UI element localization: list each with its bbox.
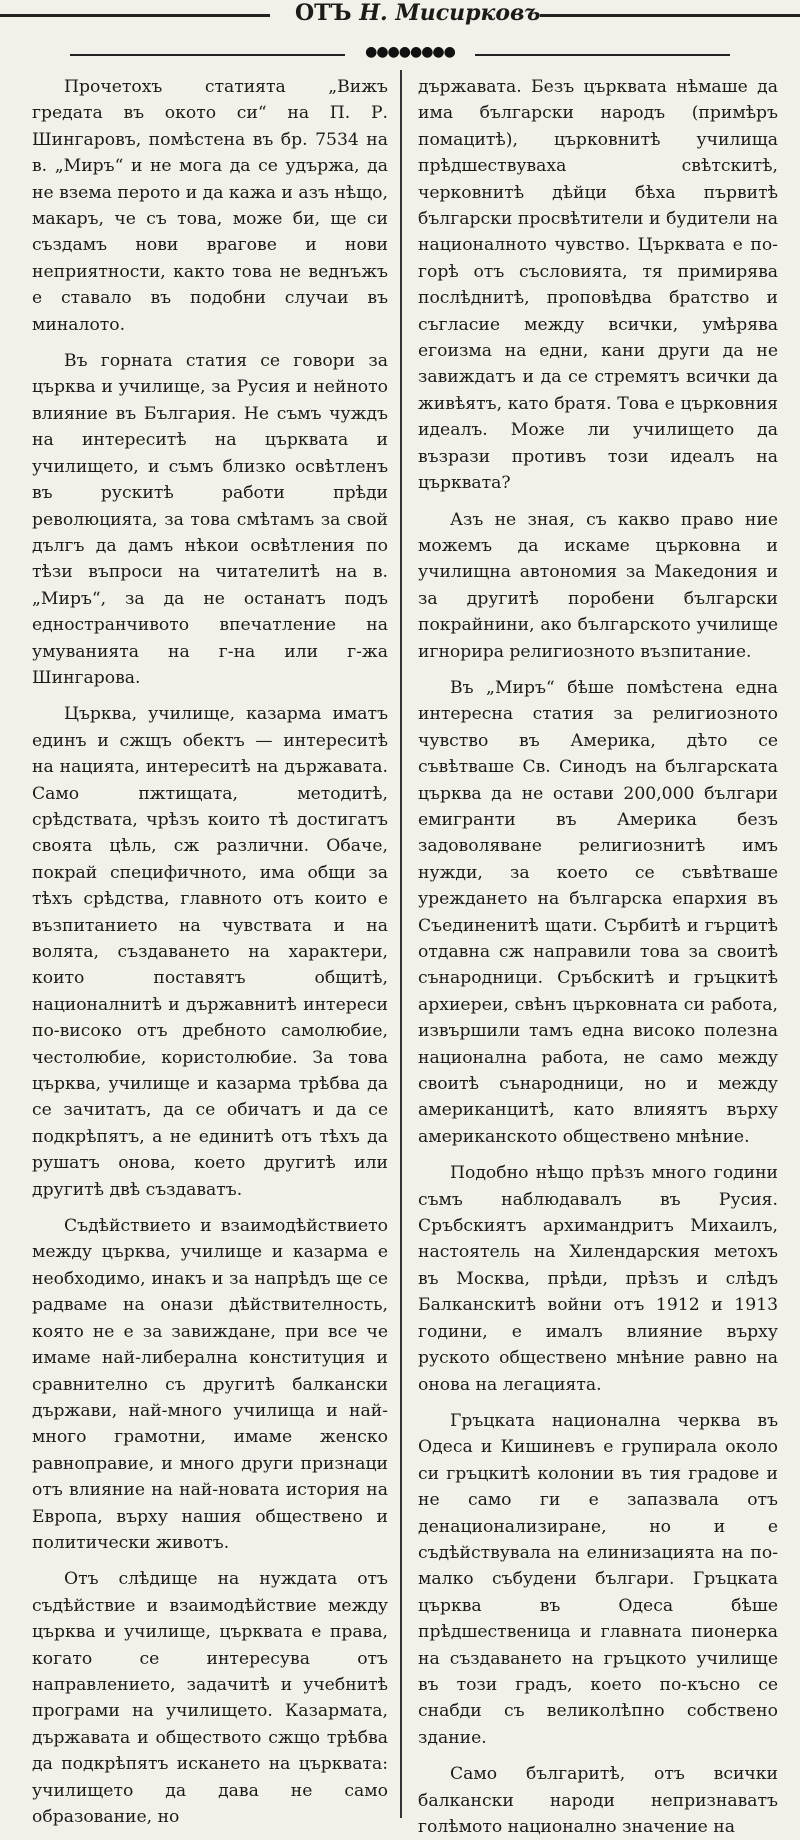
- paragraph: Въ „Миръ“ бѣше помѣстена една интересна статия за религиозното чувство въ Америка, дѣто се съвѣтваше Св. Синодъ на българската църква да не остави 200,000 българи емигранти въ Америка безъ задоволяване религиознитѣ имъ нужди, за което се съвѣтваше уреждането на българска епархия въ Съединенитѣ щати. Сърбитѣ и гърцитѣ отдавна сж направили това за своитѣ сънародници. Сръбскитѣ и гръцкитѣ архиереи, свѣнъ църковната си работа, извършили тамъ една високо полезна национална работа, не само между своитѣ сънародници, но и между американцитѣ, като влияятъ върху американското обществено мнѣние.: [418, 677, 778, 1147]
- paragraph: Азъ не зная, съ какво право ние можемъ да искаме църковна и училищна автономия за Македония и за другитѣ поробени български покрайнини, ако българското училище игнорира религиозното възпитание.: [418, 509, 778, 662]
- text-column-left: [32, 74, 388, 1827]
- header-rule-right: [540, 14, 800, 17]
- ornament-divider: ●●●●●●●●: [365, 44, 455, 60]
- byline-prefix: ОТЪ: [295, 0, 352, 26]
- paragraph: Само българитѣ, отъ всички балкански народи непризнаватъ голѣмото национално значение на: [418, 1764, 778, 1837]
- paragraph: Прочетохъ статията „Вижъ гредата въ окото си“ на П. Р. Шингаровъ, помѣстена въ бр. 7534 на в. „Миръ“ и не мога да се удържа, да не взема перото и да кажа и азъ нѣщо, макаръ, че съ това, може би, ще си създамъ нови врагове и нови неприятности, както това не веднъжъ е ставало въ подобни случаи въ миналото.: [32, 77, 388, 335]
- paragraph: Въ горната статия се говори за църква и училище, за Русия и нейното влияние въ България. Не съмъ чуждъ на интереситѣ на църквата и училището, и съмъ близко освѣтленъ въ рускитѣ работи прѣди революцията, за това смѣтамъ за свой дългъ да дамъ нѣкои освѣтления по тѣзи въпроси на читателитѣ на в. „Миръ“, за да не останатъ подъ едностранчивото впечатление на умуванията на г-на или г-жа Шингарова.: [32, 351, 388, 688]
- column-divider: [400, 70, 402, 1818]
- byline: [295, 0, 545, 30]
- paragraph: Гръцката национална черква въ Одеса и Кишиневъ е групирала около си гръцкитѣ колонии въ тия градове и не само ги е запазвала отъ денационализиране, но и е съдѣйствувала на елинизацията на по-малко събудени българи. Гръцката църква въ Одеса бѣше прѣдшественица и главната пионерка на създаването на гръцкото училище въ този градъ, което по-късно се снабди съ великолѣпно собствено здание.: [418, 1410, 778, 1748]
- ornament-rule-left: [70, 54, 345, 56]
- header-rule-left: [0, 14, 270, 17]
- author-name: Н. Мисирковъ: [359, 0, 541, 26]
- paragraph: Църква, училище, казарма иматъ единъ и сжщъ обектъ — интереситѣ на нацията, интереситѣ на държавата. Само пжтищата, методитѣ, срѣдствата, чрѣзъ които тѣ достигатъ своята цѣль, сж различни. Обаче, покрай специфичното, има общи за тѣхъ срѣдства, главното отъ които е възпитанието на чувствата и на волята, създаването на характери, които поставятъ общитѣ, националнитѣ и държавнитѣ интереси по-високо отъ дребното самолюбие, честолюбие, користолюбие. За това църква, училище и казарма трѣбва да се зачитатъ, да се обичатъ и да се подкрѣпятъ, а не единитѣ отъ тѣхъ да рушатъ онова, което другитѣ или другитѣ двѣ създаватъ.: [32, 704, 388, 1200]
- paragraph: Съдѣйствието и взаимодѣйствието между църква, училище и казарма е необходимо, инакъ и за напрѣдъ ще се радваме на онази дѣйствителность, която не е за завиждане, при все че имаме най-либерална конституция и сравнително съ другитѣ балкански държави, най-много училища и най-много грамотни, имаме женско равноправие, и много други признаци отъ влияние на най-новата история на Европа, върху нашия обществено и политически животъ.: [32, 1216, 388, 1553]
- text-column-right: [418, 74, 778, 1837]
- ornament-rule-right: [475, 54, 730, 56]
- paragraph: Отъ слѣдище на нуждата отъ съдѣйствие и взаимодѣйствие между църква и училище, църквата е права, когато се интересува отъ направлението, задачитѣ и учебнитѣ програми на училището. Казармата, държавата и обществото сжщо трѣбва да подкрѣпятъ искането на църквата: училището да дава не само образование, но: [32, 1569, 388, 1827]
- paragraph: Подобно нѣщо прѣзъ много години съмъ наблюдавалъ въ Русия. Сръбскиятъ архимандритъ Михаилъ, настоятель на Хилендарския метохъ въ Москва, прѣди, прѣзъ и слѣдъ Балканскитѣ войни отъ 1912 и 1913 години, е ималъ влияние върху руското обществено мнѣние равно на онова на легацията.: [418, 1163, 778, 1395]
- paragraph-continued: държавата. Безъ църквата нѣмаше да има български народъ (примѣръ помацитѣ), църковнитѣ училища прѣдшествуваха свѣтскитѣ, черковнитѣ дѣйци бѣха първитѣ български просвѣтители и будители на националното чувство. Църквата е по-горѣ отъ съсловията, тя примирява послѣднитѣ, проповѣдва братство и съгласие между всички, умѣрява егоизма на едни, кани други да не завиждатъ и да се стремятъ всички да живѣятъ, като братя. Това е църковния идеалъ. Може ли училището да възрази противъ този идеалъ на църквата?: [418, 77, 778, 494]
- article-header: [0, 0, 800, 60]
